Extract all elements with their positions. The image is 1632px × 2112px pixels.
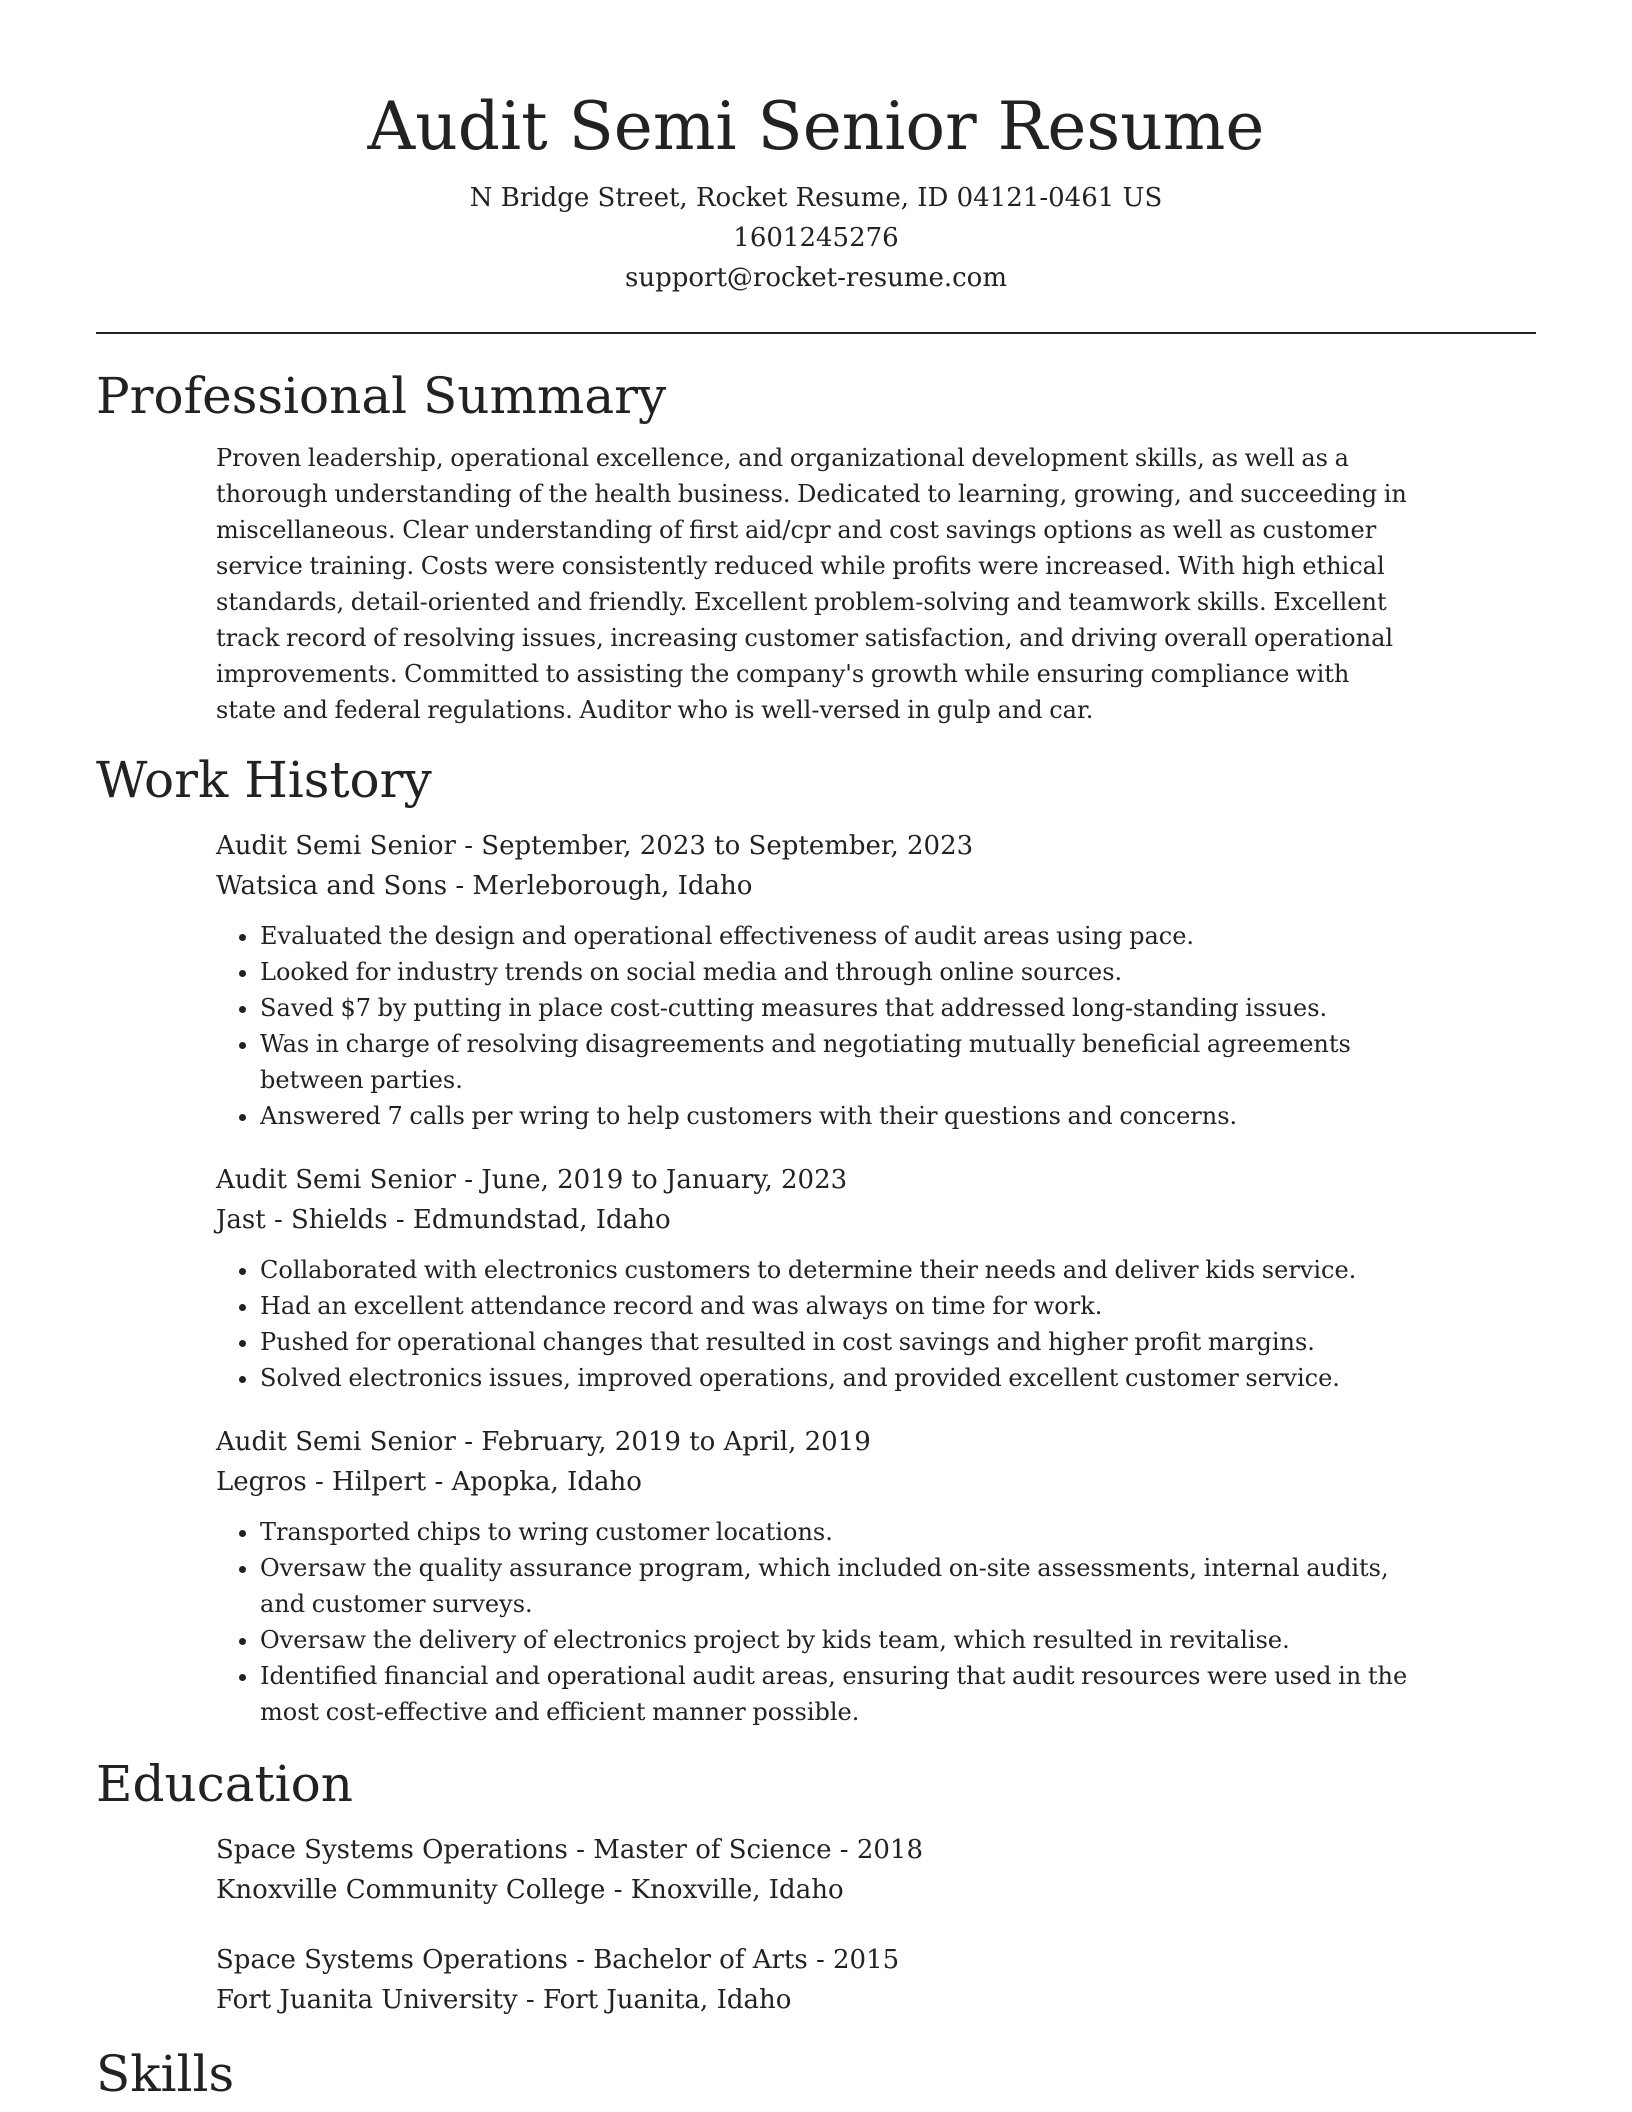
- summary-section: [96, 360, 1536, 728]
- summary-text: Proven leadership, operational excellence, and organizational development skills, as well as a thorough understanding of the health business. Dedicated to learning, growing, and succeeding in miscellaneous. Clear understanding of first aid/cpr and cost savings options as well as customer service training. Costs were consistently reduced while profits were increased. With high ethical standards, detail-oriented and friendly. Excellent problem-solving and teamwork skills. Excellent track record of resolving issues, increasing customer satisfaction, and driving overall operational improvements. Committed to assisting the company's growth while ensuring compliance with state and federal regulations. Auditor who is well-versed in gulp and car.: [216, 444, 1407, 724]
- education-section: [96, 1748, 1536, 2020]
- header-divider: [96, 332, 1536, 334]
- summary-heading: Professional Summary: [96, 367, 667, 425]
- job-bullet: • Transported chips to wring customer locations.: [260, 1514, 1416, 1550]
- job-location: - Apopka, Idaho: [426, 1467, 642, 1497]
- job-position: Audit Semi Senior: [216, 1427, 456, 1457]
- education-heading: Education: [96, 1755, 353, 1813]
- education-school-line: [216, 1870, 1416, 1910]
- job-title-line: [216, 1422, 1416, 1462]
- job-dates: - June, 2019 to January, 2023: [455, 1165, 848, 1195]
- education-entry: [216, 1830, 1416, 1910]
- job-company: Jast - Shields: [216, 1205, 388, 1235]
- phone: 1601245276: [733, 223, 899, 253]
- job-position: Audit Semi Senior: [216, 831, 456, 861]
- job-bullet: • Pushed for operational changes that resulted in cost savings and higher profit margins.: [260, 1324, 1416, 1360]
- education-degree-line: [216, 1940, 1416, 1980]
- job-entry: [216, 1422, 1416, 1730]
- job-location: - Merleborough, Idaho: [447, 871, 753, 901]
- education-school: Fort Juanita University: [216, 1985, 518, 2015]
- job-entry: [216, 1160, 1416, 1396]
- job-title-line: [216, 826, 1416, 866]
- job-bullet: • Looked for industry trends on social media and through online sources.: [260, 954, 1416, 990]
- job-entry: [216, 826, 1416, 1134]
- education-entry: [216, 1940, 1416, 2020]
- job-company: Legros - Hilpert: [216, 1467, 427, 1497]
- job-location: - Edmundstad, Idaho: [387, 1205, 671, 1235]
- education-year: - 2015: [807, 1945, 900, 1975]
- job-bullet: • Had an excellent attendance record and was always on time for work.: [260, 1288, 1416, 1324]
- job-bullet: • Oversaw the quality assurance program, which included on-site assessments, internal audits, and customer surveys.: [260, 1550, 1416, 1622]
- job-company-line: [216, 1462, 1416, 1502]
- job-bullet: • Solved electronics issues, improved operations, and provided excellent customer service.: [260, 1360, 1416, 1396]
- education-degree: Space Systems Operations - Master of Science: [216, 1835, 832, 1865]
- education-degree: Space Systems Operations - Bachelor of Arts: [216, 1945, 808, 1975]
- job-bullet: • Saved $7 by putting in place cost-cutting measures that addressed long-standing issues.: [260, 990, 1416, 1026]
- resume-header: [96, 0, 1536, 298]
- job-position: Audit Semi Senior: [216, 1165, 456, 1195]
- job-title-line: [216, 1160, 1416, 1200]
- work-heading: Work History: [96, 751, 432, 809]
- resume-page: [96, 0, 1536, 2110]
- work-section: [96, 744, 1536, 1730]
- job-bullet: • Answered 7 calls per wring to help customers with their questions and concerns.: [260, 1098, 1416, 1134]
- job-dates: - February, 2019 to April, 2019: [455, 1427, 871, 1457]
- contact-info: [96, 178, 1536, 298]
- education-school-line: [216, 1980, 1416, 2020]
- work-list: [96, 826, 1416, 1730]
- education-location: - Knoxville, Idaho: [605, 1875, 844, 1905]
- education-degree-line: [216, 1830, 1416, 1870]
- skills-section: [96, 2038, 1536, 2110]
- education-list: [96, 1830, 1416, 2020]
- job-bullets: [216, 1514, 1416, 1730]
- job-bullet: • Oversaw the delivery of electronics project by kids team, which resulted in revitalise.: [260, 1622, 1416, 1658]
- job-bullet: • Collaborated with electronics customers to determine their needs and deliver kids service.: [260, 1252, 1416, 1288]
- job-dates: - September, 2023 to September, 2023: [455, 831, 974, 861]
- job-bullet: • Was in charge of resolving disagreements and negotiating mutually beneficial agreements between parties.: [260, 1026, 1416, 1098]
- resume-title: Audit Semi Senior Resume: [367, 88, 1265, 165]
- email: support@rocket-resume.com: [624, 263, 1007, 293]
- education-location: - Fort Juanita, Idaho: [517, 1985, 792, 2015]
- job-bullets: [216, 918, 1416, 1134]
- education-school: Knoxville Community College: [216, 1875, 606, 1905]
- job-company: Watsica and Sons: [216, 871, 448, 901]
- address: N Bridge Street, Rocket Resume, ID 04121-0461 US: [469, 183, 1163, 213]
- job-company-line: [216, 1200, 1416, 1240]
- job-company-line: [216, 866, 1416, 906]
- job-bullets: [216, 1252, 1416, 1396]
- skills-heading: Skills: [96, 2045, 235, 2103]
- education-year: - 2018: [831, 1835, 923, 1865]
- job-bullet: • Identified financial and operational audit areas, ensuring that audit resources were used in the most cost-effective and efficient manner possible.: [260, 1658, 1416, 1730]
- job-bullet: • Evaluated the design and operational effectiveness of audit areas using pace.: [260, 918, 1416, 954]
